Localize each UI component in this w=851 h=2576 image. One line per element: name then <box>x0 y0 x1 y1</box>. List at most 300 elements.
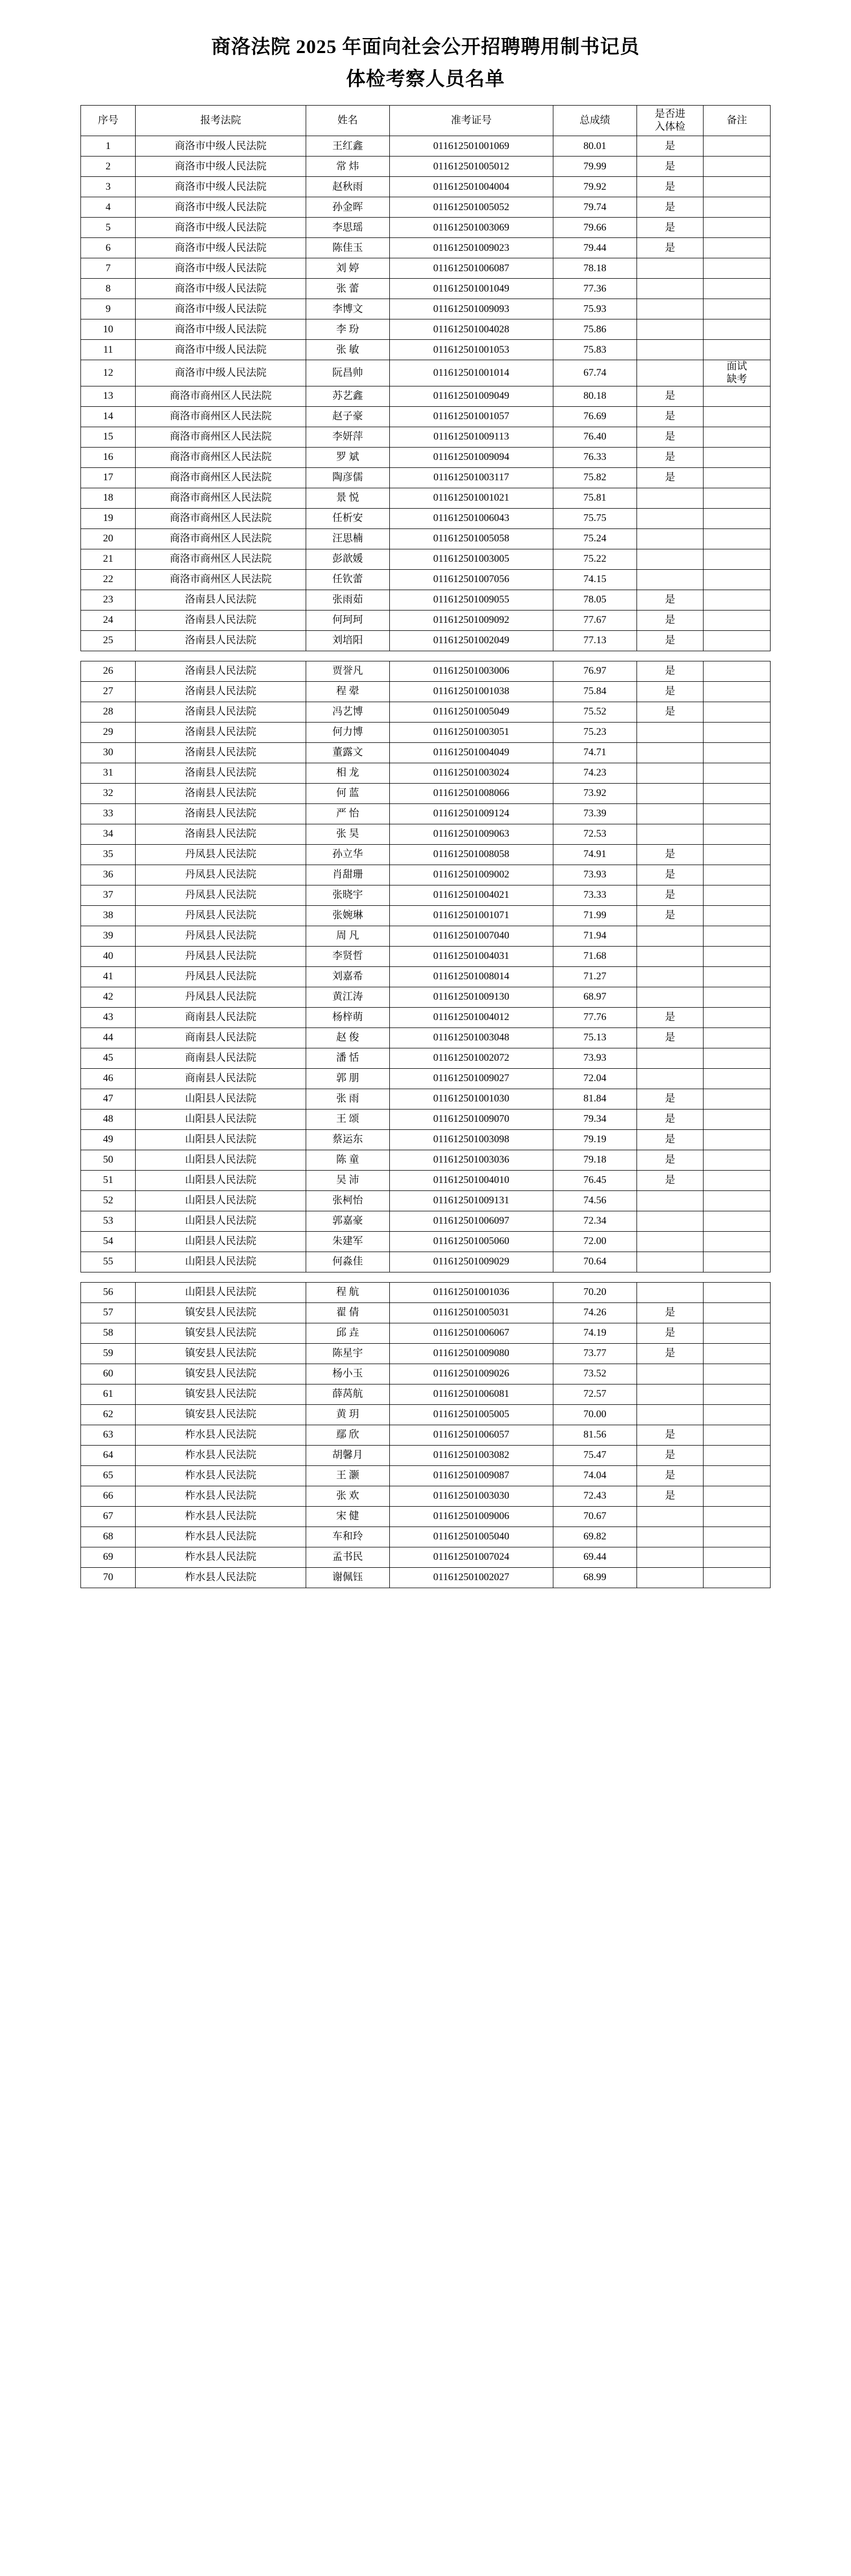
cell-index: 66 <box>81 1486 136 1506</box>
cell-name: 王 颂 <box>306 1109 389 1129</box>
cell-index: 67 <box>81 1506 136 1527</box>
table-row <box>81 528 771 549</box>
cell-name: 刘嘉希 <box>306 966 389 987</box>
cell-name: 孙金晖 <box>306 197 389 218</box>
cell-name: 黄 玥 <box>306 1404 389 1425</box>
cell-court: 山阳县人民法院 <box>136 1150 306 1170</box>
cell-remark <box>704 1547 771 1567</box>
cell-remark <box>704 157 771 177</box>
cell-index: 57 <box>81 1302 136 1323</box>
table-row <box>81 157 771 177</box>
cell-remark <box>704 1048 771 1068</box>
table-row <box>81 722 771 742</box>
cell-court: 商洛市中级人民法院 <box>136 360 306 386</box>
cell-name: 宋 健 <box>306 1506 389 1527</box>
cell-physical-exam <box>637 1282 704 1302</box>
cell-court: 洛南县人民法院 <box>136 661 306 681</box>
cell-court: 镇安县人民法院 <box>136 1323 306 1343</box>
cell-name: 彭歆媛 <box>306 549 389 569</box>
cell-remark <box>704 258 771 279</box>
cell-physical-exam <box>637 1211 704 1231</box>
cell-remark <box>704 238 771 258</box>
cell-ticket: 011612501005060 <box>389 1231 553 1252</box>
cell-court: 洛南县人民法院 <box>136 590 306 610</box>
cell-physical-exam <box>637 299 704 319</box>
cell-ticket: 011612501008066 <box>389 783 553 803</box>
cell-court: 丹凤县人民法院 <box>136 987 306 1007</box>
cell-court: 柞水县人民法院 <box>136 1425 306 1445</box>
cell-score: 79.92 <box>553 177 637 197</box>
cell-physical-exam: 是 <box>637 1425 704 1445</box>
cell-score: 67.74 <box>553 360 637 386</box>
cell-remark <box>704 467 771 488</box>
cell-name: 肖甜珊 <box>306 865 389 885</box>
cell-score: 75.13 <box>553 1028 637 1048</box>
cell-name: 严 怡 <box>306 803 389 824</box>
cell-name: 鄢 欣 <box>306 1425 389 1445</box>
table-row <box>81 630 771 651</box>
cell-remark <box>704 319 771 340</box>
cell-name: 张 敏 <box>306 340 389 360</box>
cell-index: 52 <box>81 1190 136 1211</box>
table-row <box>81 1007 771 1028</box>
column-header-court: 报考法院 <box>136 106 306 136</box>
cell-score: 71.27 <box>553 966 637 987</box>
cell-remark <box>704 1231 771 1252</box>
table-row <box>81 1231 771 1252</box>
cell-remark <box>704 1567 771 1588</box>
cell-court: 镇安县人民法院 <box>136 1364 306 1384</box>
table-row <box>81 1567 771 1588</box>
cell-name: 刘培阳 <box>306 630 389 651</box>
table-row <box>81 1252 771 1272</box>
cell-ticket: 011612501007056 <box>389 569 553 590</box>
cell-physical-exam: 是 <box>637 1465 704 1486</box>
cell-name: 程 翚 <box>306 681 389 702</box>
cell-index: 3 <box>81 177 136 197</box>
cell-physical-exam: 是 <box>637 630 704 651</box>
table-row <box>81 783 771 803</box>
cell-court: 商洛市中级人民法院 <box>136 238 306 258</box>
cell-physical-exam <box>637 783 704 803</box>
cell-ticket: 011612501009092 <box>389 610 553 630</box>
cell-physical-exam <box>637 569 704 590</box>
cell-index: 19 <box>81 508 136 528</box>
cell-ticket: 011612501005040 <box>389 1527 553 1547</box>
cell-name: 李妍萍 <box>306 427 389 447</box>
cell-score: 73.93 <box>553 1048 637 1068</box>
cell-remark <box>704 1109 771 1129</box>
table-row <box>81 319 771 340</box>
cell-index: 26 <box>81 661 136 681</box>
cell-court: 商洛市商州区人民法院 <box>136 447 306 467</box>
cell-physical-exam: 是 <box>637 1007 704 1028</box>
cell-name: 李思瑶 <box>306 218 389 238</box>
cell-index: 69 <box>81 1547 136 1567</box>
cell-remark <box>704 136 771 157</box>
cell-name: 朱建军 <box>306 1231 389 1252</box>
cell-court: 镇安县人民法院 <box>136 1302 306 1323</box>
cell-name: 相 龙 <box>306 763 389 783</box>
table-row <box>81 590 771 610</box>
cell-score: 73.77 <box>553 1343 637 1364</box>
cell-score: 75.52 <box>553 702 637 722</box>
cell-score: 79.99 <box>553 157 637 177</box>
table-row <box>81 1190 771 1211</box>
cell-index: 51 <box>81 1170 136 1190</box>
cell-court: 柞水县人民法院 <box>136 1506 306 1527</box>
cell-index: 65 <box>81 1465 136 1486</box>
column-header-ticket: 准考证号 <box>389 106 553 136</box>
cell-name: 周 凡 <box>306 926 389 946</box>
cell-score: 77.13 <box>553 630 637 651</box>
cell-physical-exam: 是 <box>637 157 704 177</box>
cell-index: 6 <box>81 238 136 258</box>
cell-index: 13 <box>81 386 136 406</box>
table-row <box>81 681 771 702</box>
cell-name: 胡馨月 <box>306 1445 389 1465</box>
cell-name: 陈星宇 <box>306 1343 389 1364</box>
cell-ticket: 011612501009131 <box>389 1190 553 1211</box>
cell-court: 山阳县人民法院 <box>136 1170 306 1190</box>
cell-physical-exam <box>637 987 704 1007</box>
cell-ticket: 011612501009070 <box>389 1109 553 1129</box>
table-row <box>81 197 771 218</box>
table-row <box>81 299 771 319</box>
cell-physical-exam <box>637 722 704 742</box>
cell-score: 79.74 <box>553 197 637 218</box>
cell-score: 70.20 <box>553 1282 637 1302</box>
cell-court: 商洛市商州区人民法院 <box>136 488 306 508</box>
cell-score: 75.83 <box>553 340 637 360</box>
cell-name: 张雨茹 <box>306 590 389 610</box>
cell-remark <box>704 742 771 763</box>
cell-index: 16 <box>81 447 136 467</box>
cell-name: 张婉琳 <box>306 905 389 926</box>
table-row <box>81 1129 771 1150</box>
cell-ticket: 011612501005058 <box>389 528 553 549</box>
cell-physical-exam: 是 <box>637 1486 704 1506</box>
cell-index: 1 <box>81 136 136 157</box>
cell-remark <box>704 218 771 238</box>
cell-score: 76.40 <box>553 427 637 447</box>
cell-index: 50 <box>81 1150 136 1170</box>
roster-table <box>80 105 771 1588</box>
cell-name: 赵秋雨 <box>306 177 389 197</box>
cell-court: 洛南县人民法院 <box>136 681 306 702</box>
cell-ticket: 011612501004031 <box>389 946 553 966</box>
cell-court: 商洛市中级人民法院 <box>136 218 306 238</box>
table-row <box>81 1089 771 1109</box>
column-header-index: 序号 <box>81 106 136 136</box>
cell-court: 洛南县人民法院 <box>136 702 306 722</box>
cell-name: 杨小玉 <box>306 1364 389 1384</box>
cell-ticket: 011612501005031 <box>389 1302 553 1323</box>
cell-physical-exam <box>637 1384 704 1404</box>
cell-score: 72.34 <box>553 1211 637 1231</box>
table-row <box>81 488 771 508</box>
cell-score: 76.45 <box>553 1170 637 1190</box>
cell-index: 61 <box>81 1384 136 1404</box>
cell-physical-exam: 是 <box>637 218 704 238</box>
table-header-row <box>81 106 771 136</box>
cell-ticket: 011612501009087 <box>389 1465 553 1486</box>
cell-remark <box>704 926 771 946</box>
cell-remark <box>704 803 771 824</box>
cell-name: 陈 童 <box>306 1150 389 1170</box>
cell-remark <box>704 299 771 319</box>
cell-name: 潘 恬 <box>306 1048 389 1068</box>
cell-score: 75.82 <box>553 467 637 488</box>
cell-name: 王 灏 <box>306 1465 389 1486</box>
cell-index: 38 <box>81 905 136 926</box>
cell-index: 21 <box>81 549 136 569</box>
cell-remark <box>704 386 771 406</box>
table-row <box>81 1028 771 1048</box>
cell-court: 镇安县人民法院 <box>136 1384 306 1404</box>
cell-court: 商洛市中级人民法院 <box>136 299 306 319</box>
cell-name: 张 蕾 <box>306 279 389 299</box>
cell-court: 丹凤县人民法院 <box>136 905 306 926</box>
cell-physical-exam <box>637 1567 704 1588</box>
cell-remark <box>704 885 771 905</box>
cell-court: 商洛市商州区人民法院 <box>136 569 306 590</box>
table-row <box>81 610 771 630</box>
cell-court: 商洛市商州区人民法院 <box>136 386 306 406</box>
cell-remark <box>704 569 771 590</box>
cell-court: 山阳县人民法院 <box>136 1190 306 1211</box>
table-row <box>81 742 771 763</box>
cell-court: 洛南县人民法院 <box>136 610 306 630</box>
cell-score: 77.36 <box>553 279 637 299</box>
cell-remark <box>704 844 771 865</box>
table-row <box>81 1323 771 1343</box>
cell-ticket: 011612501005052 <box>389 197 553 218</box>
table-row <box>81 1282 771 1302</box>
cell-court: 洛南县人民法院 <box>136 722 306 742</box>
cell-index: 60 <box>81 1364 136 1384</box>
cell-name: 张柯怡 <box>306 1190 389 1211</box>
cell-index: 48 <box>81 1109 136 1129</box>
cell-remark <box>704 722 771 742</box>
cell-ticket: 011612501003082 <box>389 1445 553 1465</box>
cell-court: 商南县人民法院 <box>136 1028 306 1048</box>
cell-remark <box>704 946 771 966</box>
table-page-break-spacer <box>81 651 771 661</box>
cell-ticket: 011612501003024 <box>389 763 553 783</box>
cell-court: 洛南县人民法院 <box>136 783 306 803</box>
cell-name: 李贤哲 <box>306 946 389 966</box>
cell-physical-exam: 是 <box>637 1129 704 1150</box>
cell-remark <box>704 783 771 803</box>
table-row <box>81 702 771 722</box>
cell-name: 冯艺博 <box>306 702 389 722</box>
cell-remark <box>704 1252 771 1272</box>
cell-name: 吴 沛 <box>306 1170 389 1190</box>
cell-index: 23 <box>81 590 136 610</box>
table-row <box>81 661 771 681</box>
table-page-break-spacer <box>81 1272 771 1282</box>
cell-ticket: 011612501003098 <box>389 1129 553 1150</box>
column-header-score: 总成绩 <box>553 106 637 136</box>
cell-score: 70.67 <box>553 1506 637 1527</box>
cell-ticket: 011612501001021 <box>389 488 553 508</box>
cell-index: 56 <box>81 1282 136 1302</box>
cell-physical-exam: 是 <box>637 1302 704 1323</box>
cell-ticket: 011612501001069 <box>389 136 553 157</box>
cell-score: 74.56 <box>553 1190 637 1211</box>
cell-score: 72.53 <box>553 824 637 844</box>
cell-physical-exam <box>637 763 704 783</box>
cell-physical-exam: 是 <box>637 197 704 218</box>
cell-index: 41 <box>81 966 136 987</box>
cell-physical-exam: 是 <box>637 885 704 905</box>
cell-remark <box>704 661 771 681</box>
cell-physical-exam: 是 <box>637 610 704 630</box>
table-row <box>81 569 771 590</box>
cell-physical-exam <box>637 549 704 569</box>
table-row <box>81 1302 771 1323</box>
table-row <box>81 1445 771 1465</box>
cell-ticket: 011612501002049 <box>389 630 553 651</box>
cell-index: 45 <box>81 1048 136 1068</box>
cell-index: 32 <box>81 783 136 803</box>
cell-index: 33 <box>81 803 136 824</box>
cell-ticket: 011612501001057 <box>389 406 553 427</box>
cell-ticket: 011612501001030 <box>389 1089 553 1109</box>
cell-name: 景 悦 <box>306 488 389 508</box>
cell-ticket: 011612501003006 <box>389 661 553 681</box>
cell-remark: 面试 缺考 <box>704 360 771 386</box>
cell-court: 山阳县人民法院 <box>136 1109 306 1129</box>
cell-score: 73.39 <box>553 803 637 824</box>
table-row <box>81 447 771 467</box>
cell-remark <box>704 630 771 651</box>
cell-court: 山阳县人民法院 <box>136 1231 306 1252</box>
cell-remark <box>704 427 771 447</box>
cell-court: 丹凤县人民法院 <box>136 926 306 946</box>
cell-physical-exam <box>637 803 704 824</box>
table-row <box>81 1404 771 1425</box>
cell-court: 商洛市中级人民法院 <box>136 258 306 279</box>
cell-name: 程 航 <box>306 1282 389 1302</box>
cell-physical-exam: 是 <box>637 865 704 885</box>
cell-physical-exam: 是 <box>637 1150 704 1170</box>
cell-name: 邱 垚 <box>306 1323 389 1343</box>
cell-court: 镇安县人民法院 <box>136 1404 306 1425</box>
cell-index: 31 <box>81 763 136 783</box>
table-row <box>81 238 771 258</box>
table-row <box>81 508 771 528</box>
cell-score: 79.44 <box>553 238 637 258</box>
column-header-physical-exam <box>637 106 704 136</box>
cell-score: 74.26 <box>553 1302 637 1323</box>
cell-court: 丹凤县人民法院 <box>136 885 306 905</box>
cell-index: 46 <box>81 1068 136 1089</box>
cell-court: 山阳县人民法院 <box>136 1282 306 1302</box>
cell-index: 8 <box>81 279 136 299</box>
cell-court: 山阳县人民法院 <box>136 1129 306 1150</box>
cell-index: 20 <box>81 528 136 549</box>
cell-index: 11 <box>81 340 136 360</box>
cell-index: 5 <box>81 218 136 238</box>
cell-ticket: 011612501003048 <box>389 1028 553 1048</box>
cell-physical-exam: 是 <box>637 467 704 488</box>
cell-remark <box>704 447 771 467</box>
cell-score: 79.18 <box>553 1150 637 1170</box>
table-row <box>81 1170 771 1190</box>
cell-ticket: 011612501002027 <box>389 1567 553 1588</box>
cell-score: 71.99 <box>553 905 637 926</box>
cell-remark <box>704 824 771 844</box>
cell-remark <box>704 1445 771 1465</box>
cell-name: 翟 倩 <box>306 1302 389 1323</box>
cell-ticket: 011612501005049 <box>389 702 553 722</box>
cell-remark <box>704 1211 771 1231</box>
cell-index: 42 <box>81 987 136 1007</box>
cell-index: 29 <box>81 722 136 742</box>
cell-remark <box>704 905 771 926</box>
page-title: 商洛法院 2025 年面向社会公开招聘聘用制书记员 <box>211 36 640 57</box>
table-row <box>81 1364 771 1384</box>
cell-physical-exam <box>637 1048 704 1068</box>
cell-physical-exam <box>637 1231 704 1252</box>
cell-court: 洛南县人民法院 <box>136 824 306 844</box>
cell-remark <box>704 549 771 569</box>
cell-remark <box>704 1028 771 1048</box>
cell-score: 72.00 <box>553 1231 637 1252</box>
cell-name: 张晓宇 <box>306 885 389 905</box>
cell-index: 4 <box>81 197 136 218</box>
cell-score: 73.33 <box>553 885 637 905</box>
cell-court: 商洛市中级人民法院 <box>136 319 306 340</box>
cell-court: 丹凤县人民法院 <box>136 865 306 885</box>
table-row <box>81 946 771 966</box>
cell-ticket: 011612501007024 <box>389 1547 553 1567</box>
cell-score: 74.04 <box>553 1465 637 1486</box>
table-row <box>81 885 771 905</box>
cell-name: 何力博 <box>306 722 389 742</box>
cell-physical-exam: 是 <box>637 1109 704 1129</box>
cell-physical-exam <box>637 340 704 360</box>
cell-physical-exam: 是 <box>637 1445 704 1465</box>
cell-court: 山阳县人民法院 <box>136 1252 306 1272</box>
cell-physical-exam <box>637 966 704 987</box>
cell-name: 郭 朋 <box>306 1068 389 1089</box>
cell-physical-exam <box>637 824 704 844</box>
cell-ticket: 011612501001014 <box>389 360 553 386</box>
cell-index: 68 <box>81 1527 136 1547</box>
cell-court: 商洛市商州区人民法院 <box>136 528 306 549</box>
cell-name: 张 欢 <box>306 1486 389 1506</box>
cell-ticket: 011612501006087 <box>389 258 553 279</box>
cell-court: 山阳县人民法院 <box>136 1211 306 1231</box>
cell-remark <box>704 1323 771 1343</box>
cell-physical-exam <box>637 926 704 946</box>
cell-index: 18 <box>81 488 136 508</box>
cell-court: 洛南县人民法院 <box>136 630 306 651</box>
cell-court: 商洛市商州区人民法院 <box>136 467 306 488</box>
cell-remark <box>704 1282 771 1302</box>
cell-physical-exam: 是 <box>637 406 704 427</box>
cell-remark <box>704 1190 771 1211</box>
cell-name: 任析安 <box>306 508 389 528</box>
table-row <box>81 865 771 885</box>
cell-score: 73.92 <box>553 783 637 803</box>
cell-score: 68.97 <box>553 987 637 1007</box>
cell-remark <box>704 508 771 528</box>
cell-name: 阮昌帅 <box>306 360 389 386</box>
